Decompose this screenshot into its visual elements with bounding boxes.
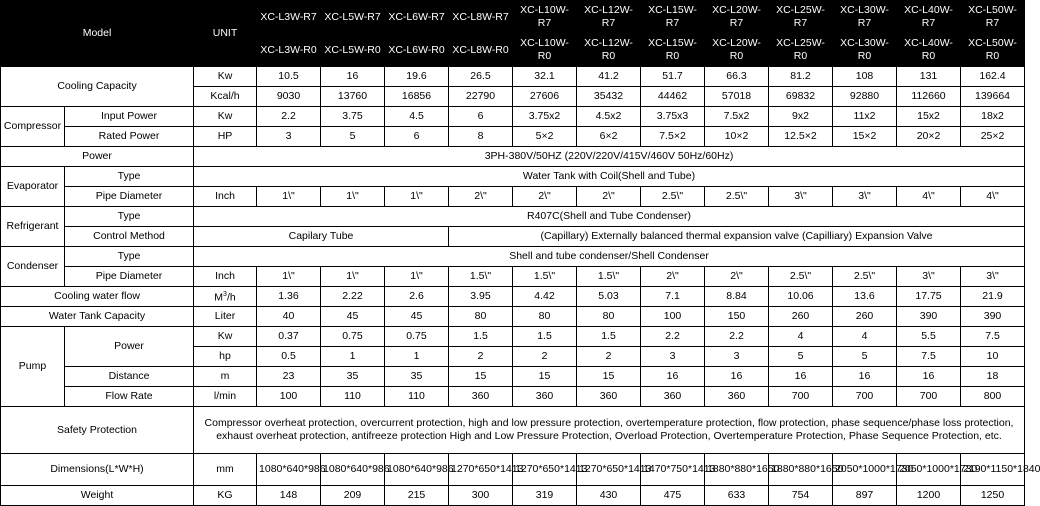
value-cell: 360 — [705, 387, 769, 407]
value-cell: 9030 — [257, 87, 321, 107]
value-cell: 2\" — [449, 187, 513, 207]
value-cell: 13.6 — [833, 287, 897, 307]
type-label: Type — [65, 207, 194, 227]
value-cell: 4.5x2 — [577, 107, 641, 127]
value-cell: 110 — [385, 387, 449, 407]
model-r0: XC-L15W-R0 — [641, 34, 705, 67]
value-cell: 700 — [897, 387, 961, 407]
value-cell: 1880*880*1650 — [769, 454, 833, 486]
unit-cell: m — [194, 367, 257, 387]
value-cell: 35 — [321, 367, 385, 387]
value-cell: 1880*880*1650 — [705, 454, 769, 486]
value-cell: 5 — [833, 347, 897, 367]
value-cell: 633 — [705, 486, 769, 506]
value-cell: 1 — [385, 347, 449, 367]
value-cell: 7.1 — [641, 287, 705, 307]
unit-cell: Inch — [194, 187, 257, 207]
value-cell: 2050*1000*1730 — [897, 454, 961, 486]
value-cell: 260 — [769, 307, 833, 327]
dimensions-label: Dimensions(L*W*H) — [1, 454, 194, 486]
value-cell: 2\" — [641, 267, 705, 287]
unit-cell: Liter — [194, 307, 257, 327]
unit-base: M — [214, 291, 224, 304]
value-cell: 10.5 — [257, 67, 321, 87]
value-cell: 1080*640*986 — [385, 454, 449, 486]
safety-row — [1, 407, 1025, 454]
model-r0: XC-L3W-R0 — [257, 34, 321, 67]
refrigerant-type-row — [1, 207, 1025, 227]
value-cell: 390 — [961, 307, 1025, 327]
value-cell: 3 — [641, 347, 705, 367]
value-cell: 2 — [449, 347, 513, 367]
value-cell: 32.1 — [513, 67, 577, 87]
value-cell: 6×2 — [577, 127, 641, 147]
unit-cell: Inch — [194, 267, 257, 287]
value-cell: 15 — [449, 367, 513, 387]
refrigerant-control-row — [1, 227, 1025, 247]
value-cell: 1200 — [897, 486, 961, 506]
value-cell: 1080*640*986 — [321, 454, 385, 486]
cooling-water-row — [1, 287, 1025, 307]
pump-kw-row — [1, 327, 1025, 347]
value-cell: 139664 — [961, 87, 1025, 107]
weight-row — [1, 486, 1025, 506]
value-cell: 12.5×2 — [769, 127, 833, 147]
value-cell: 2 — [513, 347, 577, 367]
value-cell: 1.5 — [577, 327, 641, 347]
type-label: Type — [65, 247, 194, 267]
pipe-diameter-label: Pipe Diameter — [65, 267, 194, 287]
value-cell: 40 — [257, 307, 321, 327]
unit-superscript: 3 — [223, 291, 227, 299]
rated-power-label: Rated Power — [65, 127, 194, 147]
value-cell: 8.84 — [705, 287, 769, 307]
value-cell: 16 — [705, 367, 769, 387]
refrigerant-type-value: R407C(Shell and Tube Condenser) — [194, 207, 1025, 227]
value-cell: 10 — [961, 347, 1025, 367]
cooling-kw-row — [1, 67, 1025, 87]
model-r7: XC-L15W-R7 — [641, 1, 705, 34]
value-cell: 1.36 — [257, 287, 321, 307]
value-cell: 3\" — [897, 267, 961, 287]
unit-cell: hp — [194, 347, 257, 367]
value-cell: 2.5\" — [705, 187, 769, 207]
value-cell: 66.3 — [705, 67, 769, 87]
value-cell: 2.22 — [321, 287, 385, 307]
value-cell: 100 — [641, 307, 705, 327]
value-cell: 13760 — [321, 87, 385, 107]
value-cell: 80 — [449, 307, 513, 327]
value-cell: 215 — [385, 486, 449, 506]
evaporator-label: Evaporator — [1, 167, 65, 207]
value-cell: 80 — [577, 307, 641, 327]
value-cell: 3.75x3 — [641, 107, 705, 127]
value-cell: 21.9 — [961, 287, 1025, 307]
unit-header: UNIT — [194, 1, 257, 67]
value-cell: 1250 — [961, 486, 1025, 506]
value-cell: 700 — [833, 387, 897, 407]
unit-cell: l/min — [194, 387, 257, 407]
value-cell: 10.06 — [769, 287, 833, 307]
value-cell: 209 — [321, 486, 385, 506]
value-cell: 2.5\" — [641, 187, 705, 207]
value-cell: 475 — [641, 486, 705, 506]
value-cell: 0.37 — [257, 327, 321, 347]
control-method-a: Capilary Tube — [194, 227, 449, 247]
model-r0: XC-L8W-R0 — [449, 34, 513, 67]
value-cell: 16 — [641, 367, 705, 387]
value-cell: 2050*1000*1730 — [833, 454, 897, 486]
value-cell: 5.5 — [897, 327, 961, 347]
value-cell: 44462 — [641, 87, 705, 107]
value-cell: 25×2 — [961, 127, 1025, 147]
power-row — [1, 147, 1025, 167]
value-cell: 100 — [257, 387, 321, 407]
condenser-type-row — [1, 247, 1025, 267]
value-cell: 360 — [641, 387, 705, 407]
value-cell: 4.5 — [385, 107, 449, 127]
dimensions-row — [1, 454, 1025, 486]
model-r0: XC-L10W-R0 — [513, 34, 577, 67]
compressor-label: Compressor — [1, 107, 65, 147]
value-cell: 390 — [897, 307, 961, 327]
model-r0: XC-L6W-R0 — [385, 34, 449, 67]
value-cell: 10×2 — [705, 127, 769, 147]
model-r0: XC-L12W-R0 — [577, 34, 641, 67]
value-cell: 360 — [513, 387, 577, 407]
value-cell: 430 — [577, 486, 641, 506]
value-cell: 16 — [321, 67, 385, 87]
pipe-diameter-label: Pipe Diameter — [65, 187, 194, 207]
unit-cell: KG — [194, 486, 257, 506]
value-cell: 15×2 — [833, 127, 897, 147]
value-cell: 1270*650*1413 — [513, 454, 577, 486]
value-cell: 1.5 — [513, 327, 577, 347]
value-cell: 360 — [449, 387, 513, 407]
value-cell: 3\" — [833, 187, 897, 207]
model-r0: XC-L50W-R0 — [961, 34, 1025, 67]
safety-label: Safety Protection — [1, 407, 194, 454]
value-cell: 1\" — [321, 187, 385, 207]
value-cell: 18x2 — [961, 107, 1025, 127]
value-cell: 1080*640*986 — [257, 454, 321, 486]
value-cell: 112660 — [897, 87, 961, 107]
value-cell: 3.95 — [449, 287, 513, 307]
value-cell: 3\" — [769, 187, 833, 207]
value-cell: 800 — [961, 387, 1025, 407]
pump-flow-label: Flow Rate — [65, 387, 194, 407]
value-cell: 2.2 — [257, 107, 321, 127]
condenser-label: Condenser — [1, 247, 65, 287]
pump-distance-label: Distance — [65, 367, 194, 387]
value-cell: 754 — [769, 486, 833, 506]
value-cell: 5 — [769, 347, 833, 367]
value-cell: 1.5\" — [449, 267, 513, 287]
value-cell: 5 — [321, 127, 385, 147]
model-r7: XC-L40W-R7 — [897, 1, 961, 34]
compressor-rated-row — [1, 127, 1025, 147]
value-cell: 4.42 — [513, 287, 577, 307]
unit-cell: Kcal/h — [194, 87, 257, 107]
value-cell: 4 — [833, 327, 897, 347]
control-method-b: (Capillary) Externally balanced thermal expansion valve (Capilliary) Expansion Valve — [449, 227, 1025, 247]
value-cell: 2\" — [513, 187, 577, 207]
model-r7: XC-L30W-R7 — [833, 1, 897, 34]
value-cell: 3 — [257, 127, 321, 147]
model-r7: XC-L3W-R7 — [257, 1, 321, 34]
value-cell: 148 — [257, 486, 321, 506]
value-cell: 2.5\" — [769, 267, 833, 287]
value-cell: 5×2 — [513, 127, 577, 147]
unit-cell: HP — [194, 127, 257, 147]
value-cell: 7.5 — [897, 347, 961, 367]
safety-value: Compressor overheat protection, overcurrent protection, high and low pressure protection, overtemperature protection, flow protection, phase sequence/phase loss protection, exhaust overheat protection, antifreeze protection High and Low Pressure Protection, Overload Protection, Overtemperature Protection, Phase Sequence Protection, etc. — [194, 407, 1025, 454]
value-cell: 18 — [961, 367, 1025, 387]
value-cell: 9x2 — [769, 107, 833, 127]
value-cell: 897 — [833, 486, 897, 506]
cooling-water-label: Cooling water flow — [1, 287, 194, 307]
value-cell: 35 — [385, 367, 449, 387]
value-cell: 5.03 — [577, 287, 641, 307]
value-cell: 0.5 — [257, 347, 321, 367]
value-cell: 69832 — [769, 87, 833, 107]
power-value: 3PH-380V/50HZ (220V/220V/415V/460V 50Hz/60Hz) — [194, 147, 1025, 167]
value-cell: 7.5×2 — [641, 127, 705, 147]
value-cell: 41.2 — [577, 67, 641, 87]
value-cell: 7.5x2 — [705, 107, 769, 127]
tank-label: Water Tank Capacity — [1, 307, 194, 327]
value-cell: 6 — [385, 127, 449, 147]
model-r0: XC-L5W-R0 — [321, 34, 385, 67]
value-cell: 1 — [321, 347, 385, 367]
value-cell: 1\" — [257, 267, 321, 287]
value-cell: 1270*650*1413 — [577, 454, 641, 486]
value-cell: 16856 — [385, 87, 449, 107]
value-cell: 0.75 — [321, 327, 385, 347]
value-cell: 23 — [257, 367, 321, 387]
model-r7: XC-L20W-R7 — [705, 1, 769, 34]
value-cell: 15 — [577, 367, 641, 387]
value-cell: 2.2 — [705, 327, 769, 347]
model-r7: XC-L6W-R7 — [385, 1, 449, 34]
model-header: Model — [1, 1, 194, 67]
unit-tail: /h — [226, 291, 236, 304]
value-cell: 8 — [449, 127, 513, 147]
model-r7: XC-L12W-R7 — [577, 1, 641, 34]
evaporator-type-value: Water Tank with Coil(Shell and Tube) — [194, 167, 1025, 187]
value-cell: 51.7 — [641, 67, 705, 87]
type-label: Type — [65, 167, 194, 187]
value-cell: 35432 — [577, 87, 641, 107]
pump-label: Pump — [1, 327, 65, 407]
value-cell: 4\" — [961, 187, 1025, 207]
unit-cell: mm — [194, 454, 257, 486]
pump-power-label: Power — [65, 327, 194, 367]
compressor-input-row — [1, 107, 1025, 127]
value-cell: 81.2 — [769, 67, 833, 87]
value-cell: 1.5\" — [577, 267, 641, 287]
value-cell: 20×2 — [897, 127, 961, 147]
value-cell: 150 — [705, 307, 769, 327]
condenser-pipe-row — [1, 267, 1025, 287]
value-cell: 11x2 — [833, 107, 897, 127]
refrigerant-label: Refrigerant — [1, 207, 65, 247]
pump-distance-row — [1, 367, 1025, 387]
control-method-label: Control Method — [65, 227, 194, 247]
value-cell: 3.75 — [321, 107, 385, 127]
value-cell: 3\" — [961, 267, 1025, 287]
value-cell: 1\" — [385, 267, 449, 287]
value-cell: 360 — [577, 387, 641, 407]
value-cell: 1\" — [257, 187, 321, 207]
evaporator-type-row — [1, 167, 1025, 187]
value-cell: 15x2 — [897, 107, 961, 127]
condenser-type-value: Shell and tube condenser/Shell Condenser — [194, 247, 1025, 267]
model-r7: XC-L8W-R7 — [449, 1, 513, 34]
header-row-r7 — [1, 1, 1025, 34]
value-cell: 1\" — [321, 267, 385, 287]
value-cell: 22790 — [449, 87, 513, 107]
pump-flow-row — [1, 387, 1025, 407]
value-cell: 2\" — [705, 267, 769, 287]
value-cell: 45 — [321, 307, 385, 327]
weight-label: Weight — [1, 486, 194, 506]
value-cell: 319 — [513, 486, 577, 506]
value-cell: 2.6 — [385, 287, 449, 307]
value-cell: 4\" — [897, 187, 961, 207]
model-r7: XC-L25W-R7 — [769, 1, 833, 34]
model-r7: XC-L50W-R7 — [961, 1, 1025, 34]
power-label: Power — [1, 147, 194, 167]
value-cell: 700 — [769, 387, 833, 407]
value-cell: 3 — [705, 347, 769, 367]
value-cell: 1.5 — [449, 327, 513, 347]
value-cell: 2190*1150*1840 — [961, 454, 1025, 486]
evaporator-pipe-row — [1, 187, 1025, 207]
unit-cell: Kw — [194, 67, 257, 87]
value-cell: 1.5\" — [513, 267, 577, 287]
value-cell: 2 — [577, 347, 641, 367]
input-power-label: Input Power — [65, 107, 194, 127]
value-cell: 16 — [897, 367, 961, 387]
value-cell: 27606 — [513, 87, 577, 107]
value-cell: 57018 — [705, 87, 769, 107]
model-r0: XC-L40W-R0 — [897, 34, 961, 67]
value-cell: 3.75x2 — [513, 107, 577, 127]
model-r0: XC-L30W-R0 — [833, 34, 897, 67]
value-cell: 1\" — [385, 187, 449, 207]
tank-row — [1, 307, 1025, 327]
value-cell: 16 — [769, 367, 833, 387]
value-cell: 15 — [513, 367, 577, 387]
value-cell: 92880 — [833, 87, 897, 107]
value-cell: 108 — [833, 67, 897, 87]
model-r0: XC-L25W-R0 — [769, 34, 833, 67]
model-r7: XC-L10W-R7 — [513, 1, 577, 34]
value-cell: 45 — [385, 307, 449, 327]
cooling-capacity-label: Cooling Capacity — [1, 67, 194, 107]
value-cell: 1470*750*1413 — [641, 454, 705, 486]
unit-cell — [194, 287, 257, 307]
value-cell: 2\" — [577, 187, 641, 207]
value-cell: 7.5 — [961, 327, 1025, 347]
unit-cell: Kw — [194, 327, 257, 347]
unit-cell: Kw — [194, 107, 257, 127]
value-cell: 4 — [769, 327, 833, 347]
value-cell: 2.5\" — [833, 267, 897, 287]
value-cell: 19.6 — [385, 67, 449, 87]
value-cell: 6 — [449, 107, 513, 127]
value-cell: 1270*650*1413 — [449, 454, 513, 486]
value-cell: 17.75 — [897, 287, 961, 307]
model-r0: XC-L20W-R0 — [705, 34, 769, 67]
value-cell: 2.2 — [641, 327, 705, 347]
value-cell: 16 — [833, 367, 897, 387]
value-cell: 26.5 — [449, 67, 513, 87]
value-cell: 0.75 — [385, 327, 449, 347]
value-cell: 162.4 — [961, 67, 1025, 87]
value-cell: 260 — [833, 307, 897, 327]
value-cell: 131 — [897, 67, 961, 87]
model-r7: XC-L5W-R7 — [321, 1, 385, 34]
value-cell: 110 — [321, 387, 385, 407]
value-cell: 80 — [513, 307, 577, 327]
value-cell: 300 — [449, 486, 513, 506]
